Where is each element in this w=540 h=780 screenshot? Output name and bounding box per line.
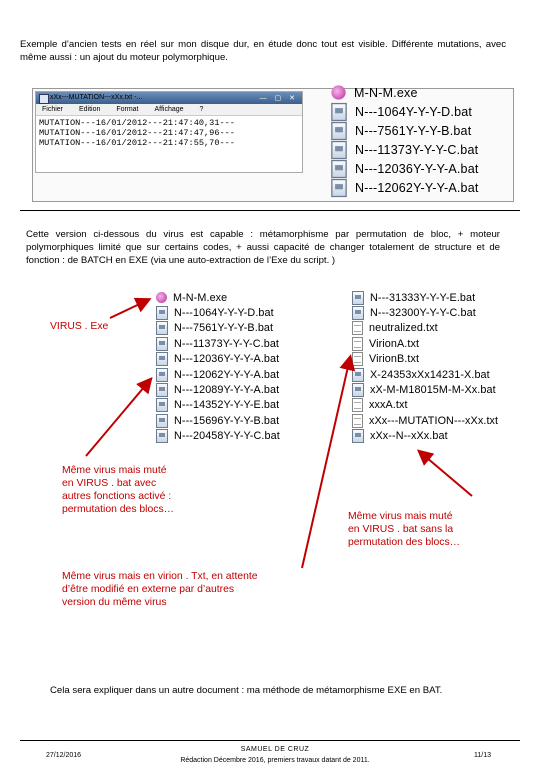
- file-name: N---11373Y-Y-Y-C.bat: [355, 142, 479, 157]
- file-name: N---14352Y-Y-Y-E.bat: [174, 399, 280, 412]
- file-name: xXx---MUTATION---xXx.txt: [369, 414, 499, 427]
- file-name: N---11373Y-Y-Y-C.bat: [174, 337, 280, 350]
- note-line: autres fonctions activé :: [62, 491, 172, 502]
- note-line: en VIRUS . bat sans la: [348, 524, 454, 535]
- notepad-title: xXx---MUTATION---xXx.txt -...: [50, 94, 143, 101]
- note-virion-txt: [62, 570, 258, 609]
- description-paragraph: Cette version ci-dessous du virus est capable : métamorphisme par permutation de bloc, + moteur polymorphiques limité que sur certains codes, + aussi capacité de changer totalement de structure et de fonction : de BATCH en EXE (via une auto-extraction de l’Exe du script. ): [26, 229, 500, 266]
- file-name: xX-M-M18015M-M-Xx.bat: [370, 384, 496, 397]
- notepad-line: MUTATION---16/01/2012---21:47:47,96---: [39, 128, 235, 138]
- file-name: xxxA.txt: [369, 399, 408, 412]
- intro-paragraph: Exemple d’ancien tests en réel sur mon disque dur, en étude donc tout est visible. Différente mutations, avec même aussi : un ajout du moteur polymorphique.: [20, 39, 506, 63]
- file-name: N---12036Y-Y-Y-A.bat: [174, 353, 280, 366]
- note-line: Même virus mais en virion . Txt, en attente: [62, 571, 258, 582]
- note-mutated-bat-with-permutation: [62, 464, 174, 516]
- file-name: N---31333Y-Y-Y-E.bat: [370, 291, 476, 304]
- file-name: N---12062Y-Y-Y-A.bat: [355, 180, 479, 195]
- file-name: X-24353xXx14231-X.bat: [370, 368, 490, 381]
- menu-fichier[interactable]: Fichier: [42, 106, 64, 113]
- file-name: N---12036Y-Y-Y-A.bat: [355, 161, 479, 176]
- note-line: Même virus mais muté: [348, 511, 453, 522]
- footer-center: [160, 746, 390, 764]
- file-name: N---20458Y-Y-Y-C.bat: [174, 430, 280, 443]
- file-name: N---1064Y-Y-Y-D.bat: [355, 104, 473, 119]
- footer-divider: [20, 740, 520, 741]
- note-line: en VIRUS . bat avec: [62, 478, 157, 489]
- file-name: M-N-M.exe: [354, 85, 418, 100]
- file-name: VirionB.txt: [369, 353, 420, 366]
- arrow-to-right-bat: [420, 452, 472, 496]
- menu-edition[interactable]: Edition: [78, 106, 101, 113]
- file-name: N---1064Y-Y-Y-D.bat: [174, 307, 274, 320]
- arrow-to-virion: [302, 358, 350, 568]
- file-name: VirionA.txt: [369, 337, 420, 350]
- note-line: Même virus mais muté: [62, 465, 167, 476]
- note-line: permutation des blocs…: [348, 537, 461, 548]
- file-name: N---7561Y-Y-Y-B.bat: [355, 123, 472, 138]
- menu-help[interactable]: ?: [199, 106, 204, 113]
- notepad-line: MUTATION---16/01/2012---21:47:55,70---: [39, 138, 235, 148]
- note-line: permutation des blocs…: [62, 504, 175, 515]
- label-virus-exe: VIRUS . Exe: [50, 321, 109, 332]
- note-line: d’être modifié en externe par d’autres: [62, 584, 235, 595]
- footer-page-number: 11/13: [474, 752, 491, 759]
- footer-date: 27/12/2016: [46, 752, 82, 759]
- file-name: N---7561Y-Y-Y-B.bat: [174, 322, 274, 335]
- file-name: M-N-M.exe: [173, 291, 228, 304]
- notepad-line: MUTATION---16/01/2012---21:47:40,31---: [39, 118, 235, 128]
- arrow-to-bat-list: [86, 380, 150, 456]
- menu-format[interactable]: Format: [116, 106, 139, 113]
- file-name: N---15696Y-Y-Y-B.bat: [174, 414, 280, 427]
- conclusion-text: Cela sera expliquer dans un autre document : ma méthode de métamorphisme EXE en BAT.: [50, 685, 443, 696]
- file-name: xXx--N--xXx.bat: [370, 430, 448, 443]
- arrow-to-exe: [110, 300, 148, 318]
- footer-author: SAMUEL DE CRUZ: [240, 746, 310, 753]
- window-controls[interactable]: — ▢ ✕: [259, 95, 298, 102]
- menu-affichage[interactable]: Affichage: [154, 106, 184, 113]
- note-line: version du même virus: [62, 597, 167, 608]
- note-mutated-bat-without-permutation: [348, 510, 460, 549]
- footer-note: Rédaction Décembre 2016, premiers travaux datant de 2011.: [180, 757, 370, 764]
- file-name: N---32300Y-Y-Y-C.bat: [370, 307, 476, 320]
- file-name: neutralized.txt: [369, 322, 438, 335]
- file-name: N---12062Y-Y-Y-A.bat: [174, 368, 280, 381]
- file-name: N---12089Y-Y-Y-A.bat: [174, 384, 280, 397]
